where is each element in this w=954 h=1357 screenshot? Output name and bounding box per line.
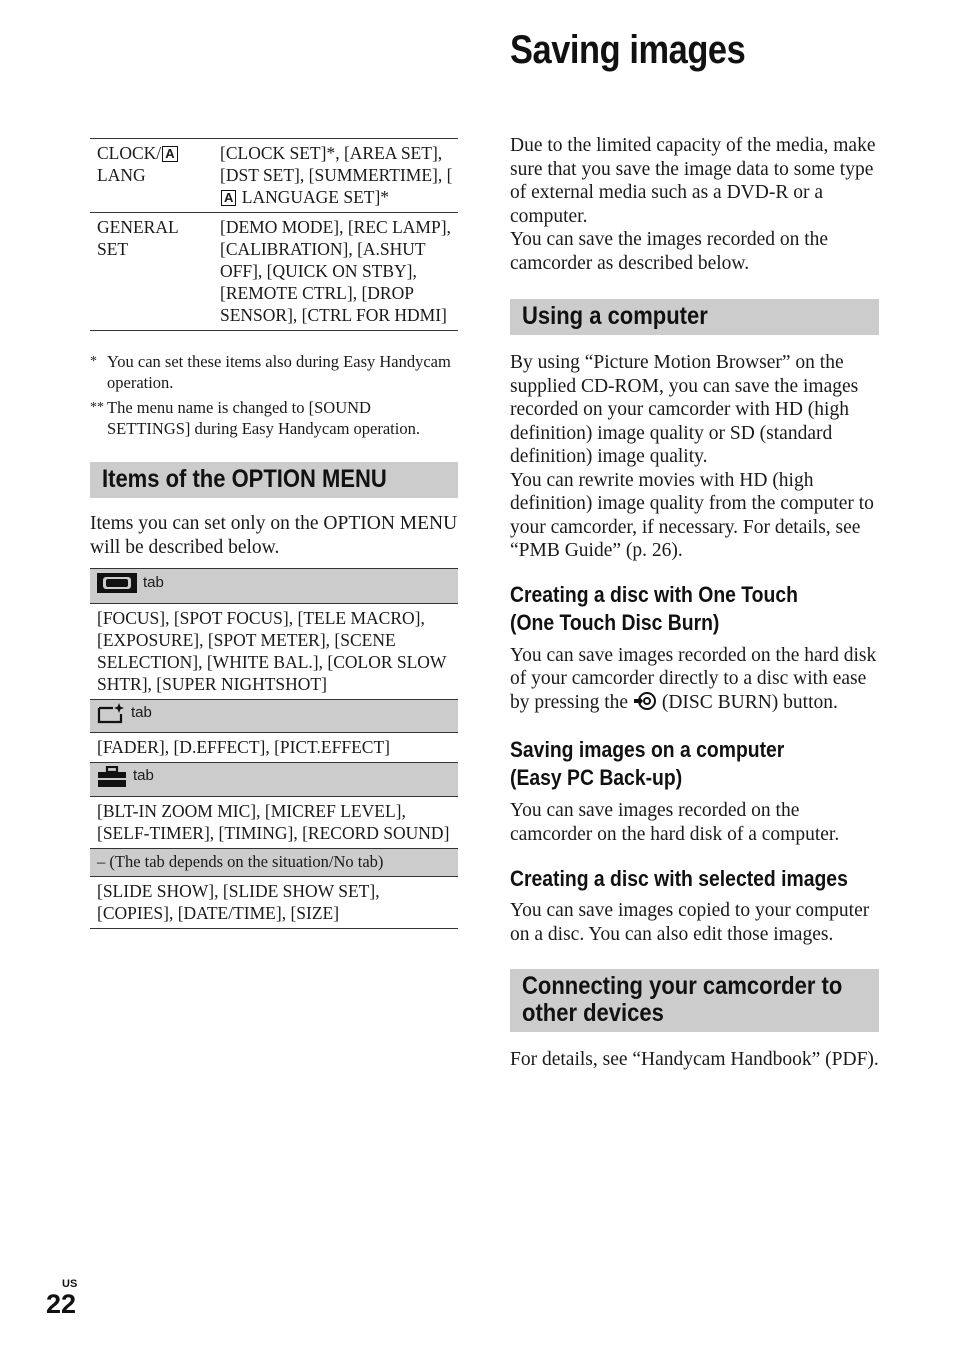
footnote: ** The menu name is changed to [SOUND SETTINGS] during Easy Handycam operation.: [90, 398, 420, 438]
setting-value: [CLOCK SET]*, [AREA SET], [DST SET], [SUMMERTIME], [A LANGUAGE SET]*: [213, 139, 458, 213]
intro-paragraph-2: You can save the images recorded on the camcorder as described below.: [510, 229, 829, 274]
option-menu-intro: Items you can set only on the OPTION MENU will be described below.: [90, 513, 458, 558]
settings-table: [90, 138, 458, 331]
lang-glyph-icon: A: [221, 190, 236, 206]
page-number-value: 22: [46, 1289, 77, 1319]
tab-row-toolbox: tab: [90, 763, 458, 796]
setting-value: [DEMO MODE], [REC LAMP], [CALIBRATION], [A.SHUT OFF], [QUICK ON STBY], [REMOTE CTRL], [DROP SENSOR], [CTRL FOR HDMI]: [213, 213, 458, 331]
toolbox-tab-icon: [97, 766, 127, 793]
camera-tab-icon: [97, 571, 137, 600]
connecting-heading: Connecting your camcorder to other devices: [510, 969, 879, 1032]
easy-pc-backup-text: You can save images recorded on the camcorder on the hard disk of a computer.: [510, 800, 840, 845]
table-row: [FOCUS], [SPOT FOCUS], [TELE MACRO], [EXPOSURE], [SPOT METER], [SCENE SELECTION], [WHITE BAL.], [COLOR SLOW SHTR], [SUPER NIGHTSHOT]: [90, 604, 458, 700]
table-row: [BLT-IN ZOOM MIC], [MICREF LEVEL], [SELF-TIMER], [TIMING], [RECORD SOUND]: [90, 796, 458, 848]
selected-images-heading: Creating a disc with selected images: [510, 866, 848, 891]
easy-pc-backup-heading: Saving images on a computer (Easy PC Back-up): [510, 737, 785, 790]
table-row: [90, 213, 458, 331]
one-touch-text: You can save images recorded on the hard disk of your camcorder directly to a disc with ease by pressing the (DISC BURN) button.: [510, 644, 879, 718]
page-title: Saving images: [510, 28, 746, 72]
setting-key: CLOCK/ A LANG: [90, 139, 213, 213]
right-column: [510, 134, 879, 1072]
page-number: [46, 1278, 77, 1318]
tab-row-effect: tab: [90, 700, 458, 733]
one-touch-heading: Creating a disc with One Touch (One Touch Disc Burn): [510, 581, 798, 635]
setting-key: GENERAL SET: [90, 213, 213, 331]
computer-para-1: By using “Picture Motion Browser” on the supplied CD-ROM, you can save the images recorded on your camcorder with HD (high definition) image quality or SD (standard definition) image quality.: [510, 352, 859, 467]
selected-images-text: You can save images copied to your computer on a disc. You can also edit those images.: [510, 900, 870, 945]
effect-tab-icon: [97, 702, 125, 729]
computer-para-2: You can rewrite movies with HD (high definition) image quality from the computer to your camcorder, if necessary. For details, see “PMB Guide” (p. 26).: [510, 469, 874, 561]
connecting-text: For details, see “Handycam Handbook” (PDF).: [510, 1049, 879, 1070]
tab-row-none: – (The tab depends on the situation/No tab): [90, 848, 458, 876]
disc-burn-icon: [633, 691, 657, 718]
table-row: [90, 139, 458, 213]
using-computer-heading: Using a computer: [510, 299, 879, 335]
option-menu-table: [90, 568, 458, 929]
footnotes: [90, 351, 458, 439]
left-column: [90, 138, 458, 929]
tab-row-camera: tab: [90, 569, 458, 604]
lang-glyph-icon: A: [162, 146, 177, 162]
footnote: * You can set these items also during Easy Handycam operation.: [90, 352, 451, 392]
table-row: [FADER], [D.EFFECT], [PICT.EFFECT]: [90, 733, 458, 763]
region-code: US: [62, 1278, 78, 1290]
intro-paragraph: Due to the limited capacity of the media, make sure that you save the image data to some type of external media such as a DVD-R or a computer.: [510, 135, 876, 227]
option-menu-heading: Items of the OPTION MENU: [90, 462, 458, 498]
table-row: [SLIDE SHOW], [SLIDE SHOW SET], [COPIES], [DATE/TIME], [SIZE]: [90, 876, 458, 928]
